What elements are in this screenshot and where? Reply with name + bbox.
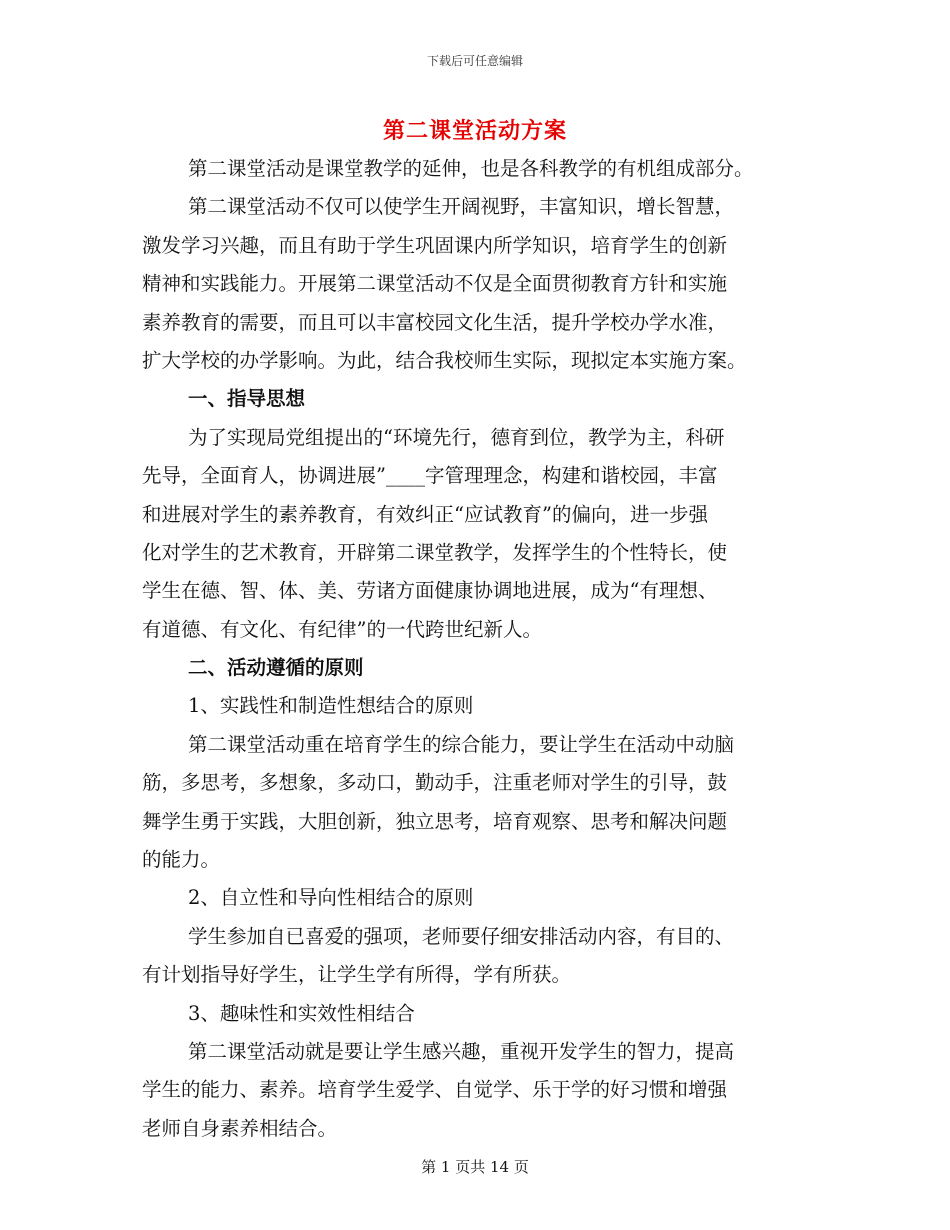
text-line: 激发学习兴趣，而且有助于学生巩固课内所学知识，培育学生的创新 <box>142 233 728 257</box>
text-line: 有道德、有文化、有纪律”的一代跨世纪新人。 <box>142 617 542 641</box>
text-line: 筋，多思考，多想象，多动口，勤动手，注重老师对学生的引导，鼓 <box>142 771 728 795</box>
text-line: 学生在德、智、体、美、劳诸方面健康协调地进展，成为“有理想、 <box>142 579 718 603</box>
page-footer: 第 1 页共 14 页 <box>421 1158 529 1176</box>
text-line: 1、实践性和制造性想结合的原则 <box>188 694 474 718</box>
text-line: 舞学生勇于实践，大胆创新，独立思考，培育观察、思考和解决问题 <box>142 809 728 833</box>
text-line: 第二课堂活动不仅可以使学生开阔视野，丰富知识，增长智慧， <box>188 195 735 219</box>
text-line: 和进展对学生的素养教育，有效纠正“应试教育”的偏向，进一步强 <box>142 502 708 526</box>
text-line: 先导，全面育人，协调进展”____字管理理念，构建和谐校园，丰富 <box>142 464 718 488</box>
text-line: 的能力。 <box>142 848 221 872</box>
text-line: 第二课堂活动重在培育学生的综合能力，要让学生在活动中动脑 <box>188 732 735 756</box>
text-line: 学生的能力、素养。培育学生爱学、自觉学、乐于学的好习惯和增强 <box>142 1078 728 1102</box>
text-line: 学生参加自已喜爱的强项，老师要仔细安排活动内容，有目的、 <box>188 924 735 948</box>
text-line: 3、趣味性和实效性相结合 <box>188 1001 415 1025</box>
text-line: 第二课堂活动就是要让学生感兴趣，重视开发学生的智力，提高 <box>188 1039 735 1063</box>
header-note: 下载后可任意编辑 <box>426 54 523 68</box>
text-line: 素养教育的需要，而且可以丰富校园文化生活，提升学校办学水准， <box>142 310 728 334</box>
document-title: 第二课堂活动方案 <box>382 118 567 144</box>
text-line: 老师自身素养相结合。 <box>142 1116 338 1140</box>
section-heading: 二、活动遵循的原则 <box>188 656 364 680</box>
text-line: 化对学生的艺术教育，开辟第二课堂教学，发挥学生的个性特长，使 <box>142 540 728 564</box>
text-line: 为了实现局党组提出的“环境先行，德育到位，教学为主，科研 <box>188 425 725 449</box>
text-line: 2、自立性和导向性相结合的原则 <box>188 886 474 910</box>
text-line: 有计划指导好学生，让学生学有所得，学有所获。 <box>142 963 572 987</box>
text-line: 精神和实践能力。开展第二课堂活动不仅是全面贯彻教育方针和实施 <box>142 272 728 296</box>
section-heading: 一、指导思想 <box>188 387 306 411</box>
document-body <box>142 150 812 1148</box>
text-line: 第二课堂活动是课堂教学的延伸，也是各科教学的有机组成部分。 <box>188 157 754 180</box>
text-line: 扩大学校的办学影响。为此，结合我校师生实际，现拟定本实施方案。 <box>142 348 747 372</box>
